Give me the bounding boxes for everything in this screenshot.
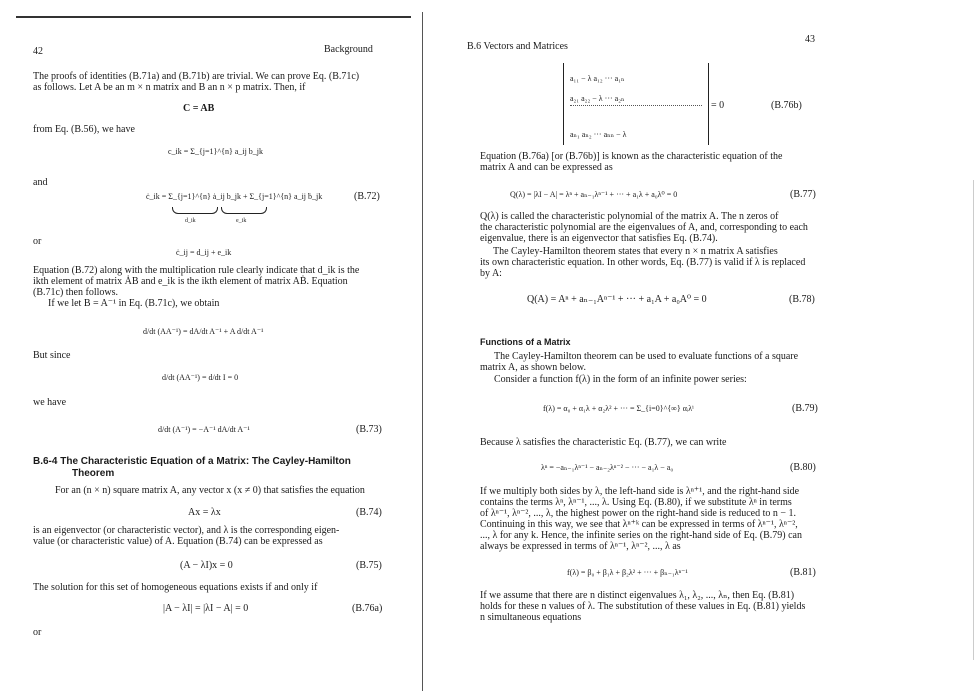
paragraph-line: or — [33, 627, 42, 638]
page-gutter — [422, 12, 423, 691]
equation-label: (B.75) — [356, 560, 382, 571]
paragraph-line: But since — [33, 350, 71, 361]
equation: Q(A) = Aⁿ + aₙ₋₁Aⁿ⁻¹ + ··· + a₁A + a₀A⁰ = 0 — [527, 294, 707, 305]
equation-label: (B.81) — [790, 567, 816, 578]
paragraph-line: Consider a function f(λ) in the form of an infinite power series: — [494, 374, 747, 385]
paragraph-line: (B.71c) then follows. — [33, 287, 118, 298]
paragraph-line: eigenvalue, there is an eigenvector that satisfies Eq. (B.74). — [480, 233, 718, 244]
paragraph-line: the characteristic polynomial are the eigenvalues of A, and, corresponding to each — [480, 222, 808, 233]
equation-label: (B.80) — [790, 462, 816, 473]
equation: d/dt (AA⁻¹) = dA/dt A⁻¹ + A d/dt A⁻¹ — [143, 327, 264, 336]
equation: f(λ) = β₀ + β₁λ + β₂λ² + ··· + βₙ₋₁λⁿ⁻¹ — [567, 568, 688, 577]
brace-label: d_ik — [185, 218, 196, 224]
equation: ċ_ik = Σ_{j=1}^{n} ȧ_ij b_jk + Σ_{j=1}^{n} a_ij ḃ_jk — [146, 192, 323, 201]
equation: = 0 — [711, 100, 725, 111]
paragraph-line: If we multiply both sides by λ, the left-hand side is λⁿ⁺¹, and the right-hand side — [480, 486, 800, 497]
paragraph-line: If we assume that there are n distinct eigenvalues λ₁, λ₂, ..., λₙ, then Eq. (B.81) — [480, 590, 795, 601]
paragraph-line: The Cayley-Hamilton theorem can be used to evaluate functions of a square — [494, 351, 799, 362]
paragraph-line: n simultaneous equations — [480, 612, 582, 623]
equation: f(λ) = α₀ + α₁λ + α₂λ² + ··· = Σ_{i=0}^{∞} αᵢλⁱ — [543, 404, 694, 413]
paragraph-line: from Eq. (B.56), we have — [33, 124, 135, 135]
paragraph-line: and — [33, 177, 48, 188]
equation-label: (B.74) — [356, 507, 382, 518]
paragraph-line: For an (n × n) square matrix A, any vector x (x ≠ 0) that satisfies the equation — [55, 485, 365, 496]
running-header-left: Background — [324, 44, 373, 55]
paragraph-line: Equation (B.72) along with the multiplication rule clearly indicate that d_ik is the — [33, 265, 360, 276]
section-heading: Functions of a Matrix — [480, 337, 571, 347]
section-heading: B.6-4 The Characteristic Equation of a Matrix: The Cayley-Hamilton — [33, 456, 351, 467]
page-number-right: 43 — [805, 34, 815, 45]
paragraph-line: ..., λ for any k. Hence, the infinite series on the right-hand side of Eq. (B.79) can — [480, 530, 802, 541]
equation-label: (B.77) — [790, 189, 816, 200]
underbrace — [172, 207, 218, 214]
paragraph-line: holds for these n values of λ. The substitution of these values in Eq. (B.81) yields — [480, 601, 806, 612]
paragraph-line: value (or characteristic value) of A. Equation (B.74) can be expressed as — [33, 536, 323, 547]
running-header-right: B.6 Vectors and Matrices — [467, 41, 568, 52]
page-number-left: 42 — [33, 46, 43, 57]
equation-label: (B.73) — [356, 424, 382, 435]
paragraph-line: If we let B = A⁻¹ in Eq. (B.71c), we obtain — [48, 298, 220, 309]
paragraph-line: by A: — [480, 268, 502, 279]
equation: C = AB — [183, 103, 215, 114]
underbrace — [221, 207, 267, 214]
equation-label: (B.78) — [789, 294, 815, 305]
paragraph-line: Q(λ) is called the characteristic polynomial of the matrix A. The n zeros of — [480, 211, 779, 222]
paragraph-line: is an eigenvector (or characteristic vector), and λ is the corresponding eigen- — [33, 525, 340, 536]
brace-label: e_ik — [236, 218, 247, 224]
paragraph-line: ikth element of matrix ȦB and e_ik is the ikth element of matrix AḂ. Equation — [33, 276, 348, 287]
section-heading: Theorem — [72, 468, 115, 479]
paragraph-line: The solution for this set of homogeneous equations exists if and only if — [33, 582, 318, 593]
paragraph-line: matrix A, as shown below. — [480, 362, 587, 373]
equation: Ax = λx — [188, 507, 221, 518]
equation: c_ik = Σ_{j=1}^{n} a_ij b_jk — [168, 147, 264, 156]
paragraph-line: Because λ satisfies the characteristic Eq. (B.77), we can write — [480, 437, 727, 448]
paragraph-line: The proofs of identities (B.71a) and (B.71b) are trivial. We can prove Eq. (B.71c) — [33, 71, 360, 82]
equation-label: (B.76b) — [771, 100, 802, 111]
paragraph-line: Equation (B.76a) [or (B.76b)] is known as the characteristic equation of the — [480, 151, 783, 162]
page-edge — [973, 180, 974, 660]
equation: ċ_ij = d_ij + e_ik — [176, 248, 232, 257]
equation: |A − λI| = |λI − A| = 0 — [163, 603, 249, 614]
equation: d/dt (A⁻¹) = −A⁻¹ dA/dt A⁻¹ — [158, 425, 250, 434]
equation: d/dt (AA⁻¹) = d/dt I = 0 — [162, 373, 239, 382]
paragraph-line: its own characteristic equation. In other words, Eq. (B.77) is valid if λ is replaced — [480, 257, 806, 268]
equation-label: (B.76a) — [352, 603, 383, 614]
paragraph-line: we have — [33, 397, 67, 408]
matrix-row: aₙ₁ aₙ₂ ··· aₙₙ − λ — [570, 130, 627, 139]
paragraph-line: or — [33, 236, 42, 247]
paragraph-line: of λⁿ⁻¹, λⁿ⁻², ..., λ, the highest power on the right-hand side is reduced to n − 1. — [480, 508, 797, 519]
equation-label: (B.79) — [792, 403, 818, 414]
equation: Q(λ) = |λI − A| = λⁿ + aₙ₋₁λⁿ⁻¹ + ··· + a₁λ + a₀λ⁰ = 0 — [510, 190, 678, 199]
equation: λⁿ = −aₙ₋₁λⁿ⁻¹ − aₙ₋₂λⁿ⁻² − ··· − a₁λ − a₀ — [541, 463, 674, 472]
equation-label: (B.72) — [354, 191, 380, 202]
paragraph-line: as follows. Let A be an m × n matrix and B an n × p matrix. Then, if — [33, 82, 306, 93]
top-rule — [16, 16, 411, 18]
matrix-dots — [570, 105, 702, 106]
paragraph-line: contains the terms λⁿ, λⁿ⁻¹, ..., λ. Using Eq. (B.80), if we substitute λⁿ in terms — [480, 497, 792, 508]
paragraph-line: always be expressed in terms of λⁿ⁻¹, λⁿ⁻², ..., λ as — [480, 541, 681, 552]
equation: (A − λI)x = 0 — [180, 560, 233, 571]
paragraph-line: Continuing in this way, we see that λⁿ⁺ᵏ can be expressed in terms of λⁿ⁻¹, λⁿ⁻², — [480, 519, 798, 530]
paragraph-line: The Cayley-Hamilton theorem states that every n × n matrix A satisfies — [493, 246, 778, 257]
paragraph-line: matrix A and can be expressed as — [480, 162, 613, 173]
matrix-row: a₂₁ a₂₂ − λ ··· a₂ₙ — [570, 94, 625, 103]
determinant-matrix — [563, 63, 709, 145]
matrix-row: a₁₁ − λ a₁₂ ··· a₁ₙ — [570, 74, 625, 83]
